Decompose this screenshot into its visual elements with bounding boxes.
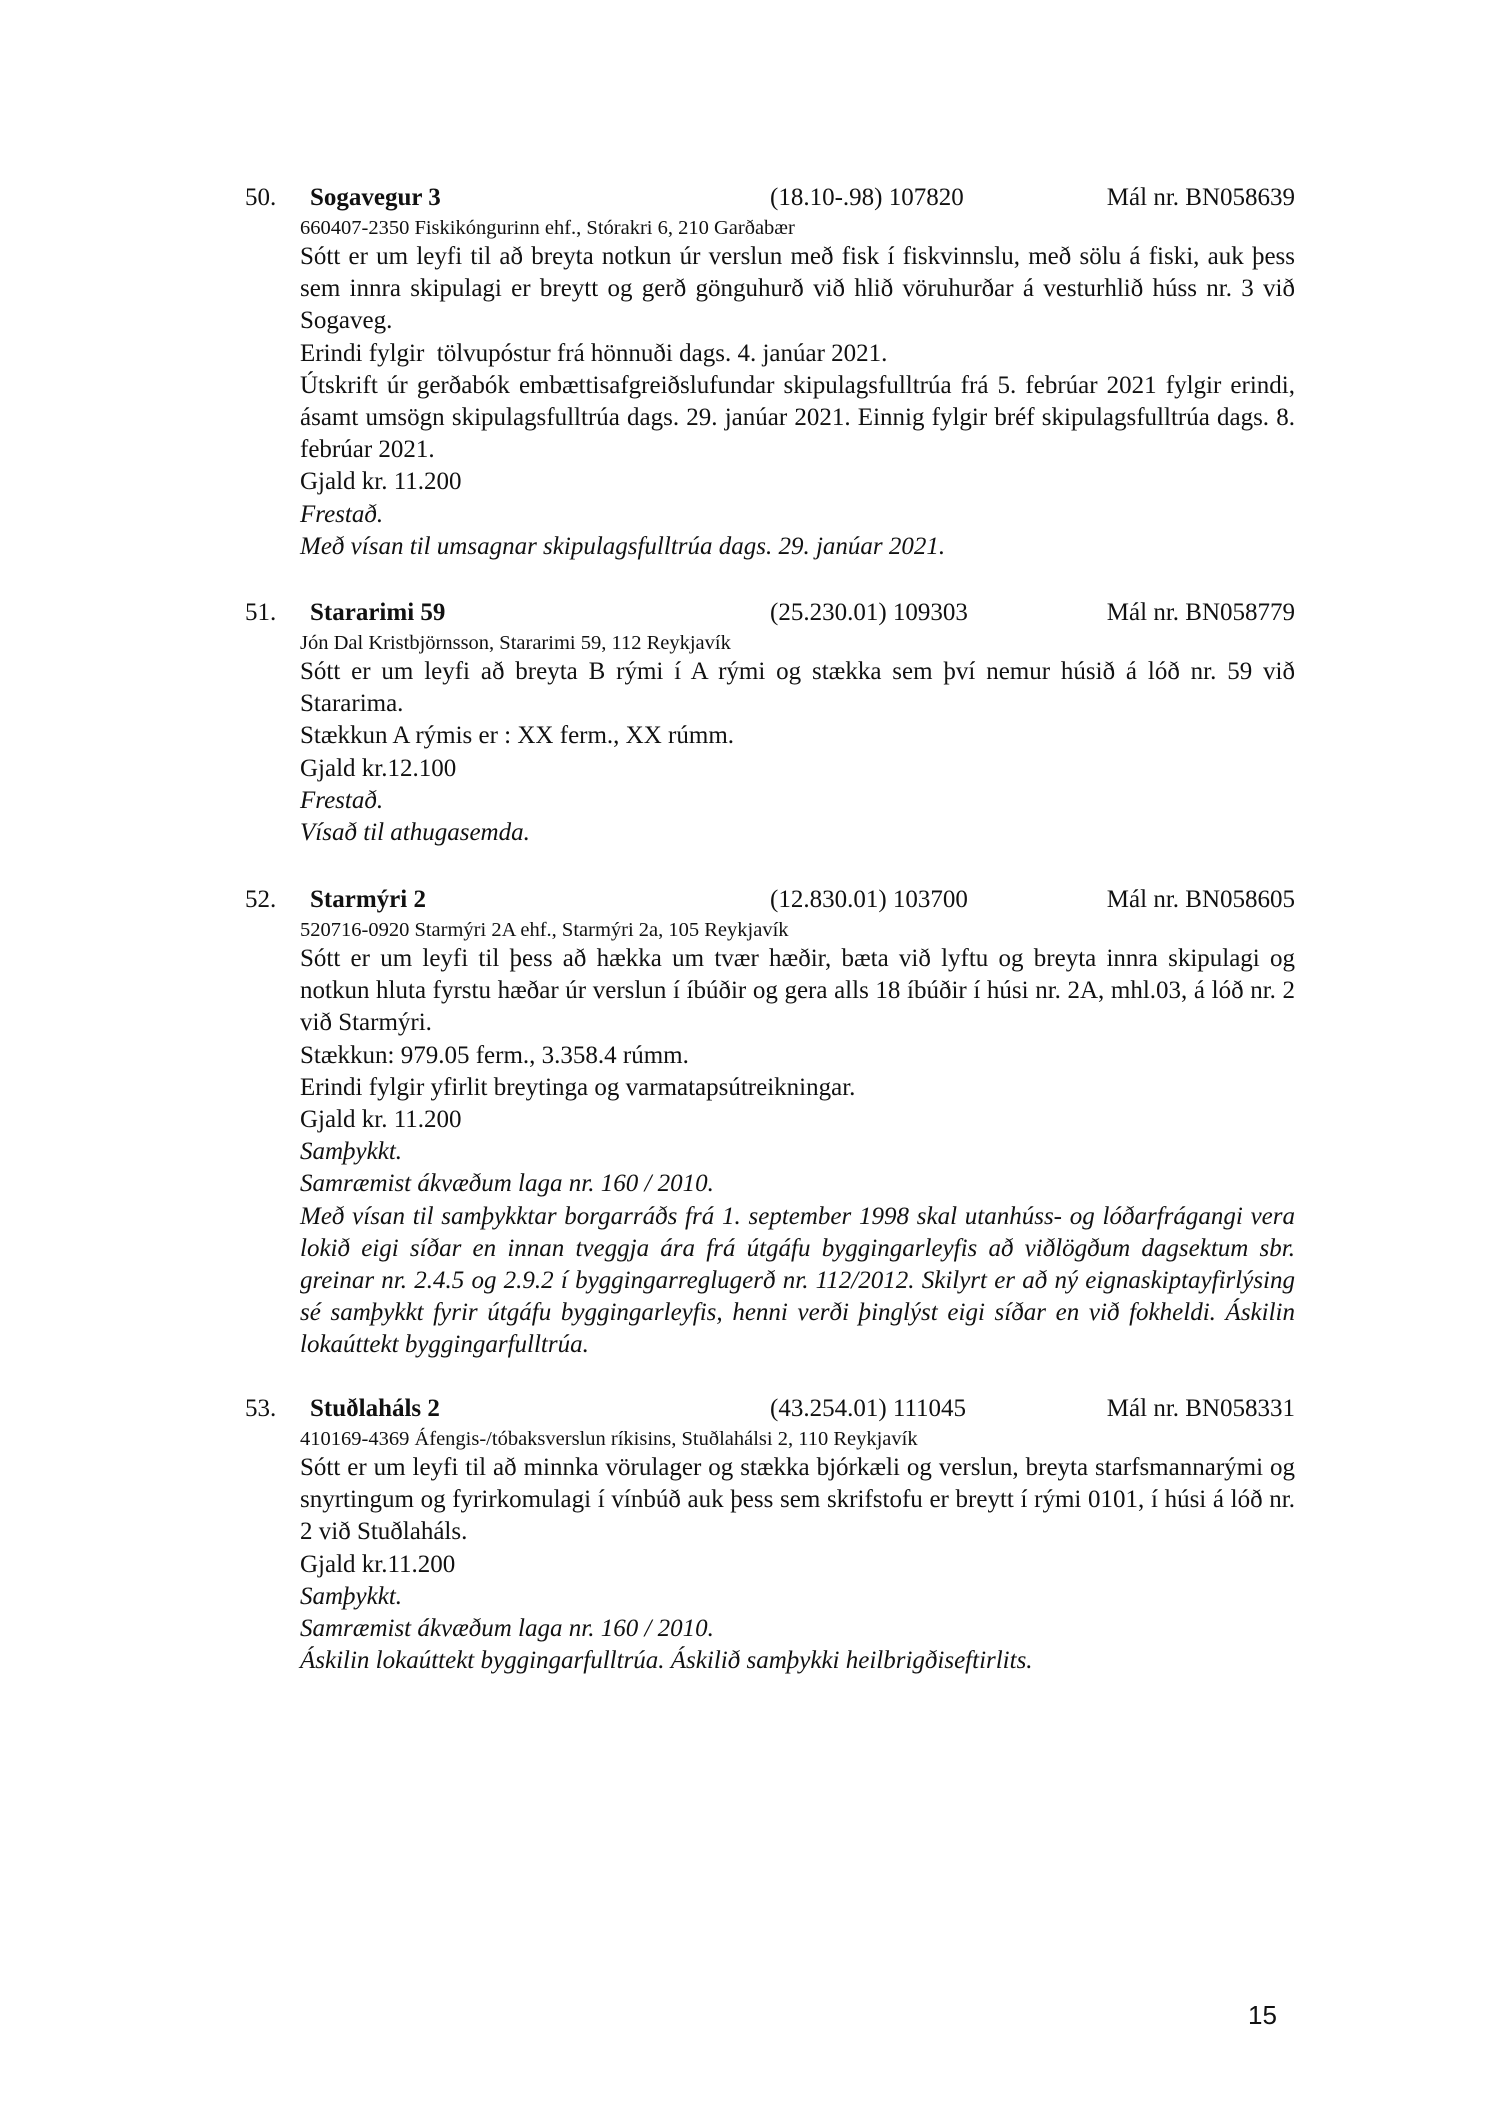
description: Sótt er um leyfi til að breyta notkun úr verslun með fisk í fiskvinnslu, með sölu á fiski, auk þess sem innra skipulagi er breytt og gerð gönguhurð við hlið vöruhurðar á vesturhlið húss nr. 3 við Sogaveg. [300,243,1295,335]
entry-reference: (12.830.01) 103700 [770,886,968,913]
applicant: 520716-0920 Starmýri 2A ehf., Starmýri 2a, 105 Reykjavík [300,919,789,941]
entry-body [300,215,1295,563]
entry-header [245,596,1295,630]
entry-case-number: Mál nr. BN058331 [1106,1395,1295,1422]
fee: Gjald kr.11.200 [300,1550,456,1578]
decision: Samþykkt. [300,1138,403,1166]
description: Sótt er um leyfi að breyta B rými í A rými og stækka sem því nemur húsið á lóð nr. 59 við Stararima. [300,658,1295,718]
fee: Gjald kr. 11.200 [300,1106,462,1134]
description: Sótt er um leyfi til að minnka vörulager og stækka bjórkæli og verslun, breyta starfsmannarými og snyrtingum og fyrirkomulagi í vínbúð auk þess sem skrifstofu er breytt í rými 0101, í húsi á lóð nr. 2 við Stuðlaháls. [300,1454,1295,1546]
case-entry-51 [245,596,1295,849]
enlargement: Stækkun: 979.05 ferm., 3.358.4 rúmm. [300,1041,689,1069]
entry-number: 50. [245,184,277,211]
enlargement: Stækkun A rýmis er : XX ferm., XX rúmm. [300,722,735,750]
entry-reference: (43.254.01) 111045 [770,1395,967,1422]
entry-reference: (25.230.01) 109303 [770,599,968,626]
entry-reference: (18.10-.98) 107820 [770,184,964,211]
conditions: Áskilin lokaúttekt byggingarfulltrúa. Áskilið samþykki heilbrigðiseftirlits. [300,1647,1033,1675]
entry-case-number: Mál nr. BN058639 [1106,184,1295,211]
page-number: 15 [1248,2000,1277,2030]
entry-header [245,1392,1295,1426]
decision: Frestað. [300,500,384,528]
entry-number: 51. [245,599,277,626]
attachment-note: Erindi fylgir tölvupóstur frá hönnuði dags. 4. janúar 2021. [300,339,888,367]
decision: Frestað. [300,786,384,814]
decision-note: Samræmist ákvæðum laga nr. 160 / 2010. [300,1170,714,1198]
case-entry-50 [245,181,1295,563]
fee: Gjald kr.12.100 [300,754,457,782]
decision-note: Vísað til athugasemda. [300,819,530,847]
entry-header [245,181,1295,215]
fee: Gjald kr. 11.200 [300,468,462,496]
entry-header [245,883,1295,917]
entry-body [300,630,1295,849]
entry-body [300,1426,1295,1677]
entry-number: 53. [245,1395,277,1422]
attachment-note: Erindi fylgir yfirlit breytinga og varmatapsútreikningar. [300,1073,856,1101]
decision: Samþykkt. [300,1582,403,1610]
entry-case-number: Mál nr. BN058779 [1106,599,1295,626]
decision-note: Samræmist ákvæðum laga nr. 160 / 2010. [300,1615,714,1643]
entry-title: Starmýri 2 [310,886,426,913]
applicant: 410169-4369 Áfengis-/tóbaksverslun ríkisins, Stuðlahálsi 2, 110 Reykjavík [300,1428,918,1450]
entry-case-number: Mál nr. BN058605 [1106,886,1295,913]
applicant: Jón Dal Kristbjörnsson, Stararimi 59, 112 Reykjavík [300,632,731,654]
description: Sótt er um leyfi til þess að hækka um tvær hæðir, bæta við lyftu og breyta innra skipulagi og notkun hluta fyrstu hæðar úr verslun í íbúðir og gera alls 18 íbúðir í húsi nr. 2A, mhl.03, á lóð nr. 2 við Starmýri. [300,945,1295,1037]
entry-number: 52. [245,886,277,913]
case-entry-53 [245,1392,1295,1677]
conditions: Með vísan til samþykktar borgarráðs frá 1. september 1998 skal utanhúss- og lóðarfrágangi vera lokið eigi síðar en innan tveggja ára frá útgáfu byggingarleyfis að viðlögðum dagsektum sbr. greinar nr. 2.4.5 og 2.9.2 í byggingarreglugerð nr. 112/2012. Skilyrt er að ný eignaskiptayfirlýsing sé samþykkt fyrir útgáfu byggingarleyfis, henni verði þinglýst eigi síðar en við fokheldi. Áskilin lokaúttekt byggingarfulltrúa. [300,1202,1295,1359]
entry-title: Stararimi 59 [310,599,446,626]
entry-title: Sogavegur 3 [310,184,441,211]
decision-note: Með vísan til umsagnar skipulagsfulltrúa dags. 29. janúar 2021. [300,532,946,560]
attachment-note: Útskrift úr gerðabók embættisafgreiðslufundar skipulagsfulltrúa frá 5. febrúar 2021 fylgir erindi, ásamt umsögn skipulagsfulltrúa dags. 29. janúar 2021. Einnig fylgir bréf skipulagsfulltrúa dags. 8. febrúar 2021. [300,371,1295,464]
applicant: 660407-2350 Fiskikóngurinn ehf., Stórakri 6, 210 Garðabær [300,217,795,239]
entry-title: Stuðlaháls 2 [310,1395,440,1422]
case-entry-52 [245,883,1295,1362]
entry-body [300,917,1295,1362]
